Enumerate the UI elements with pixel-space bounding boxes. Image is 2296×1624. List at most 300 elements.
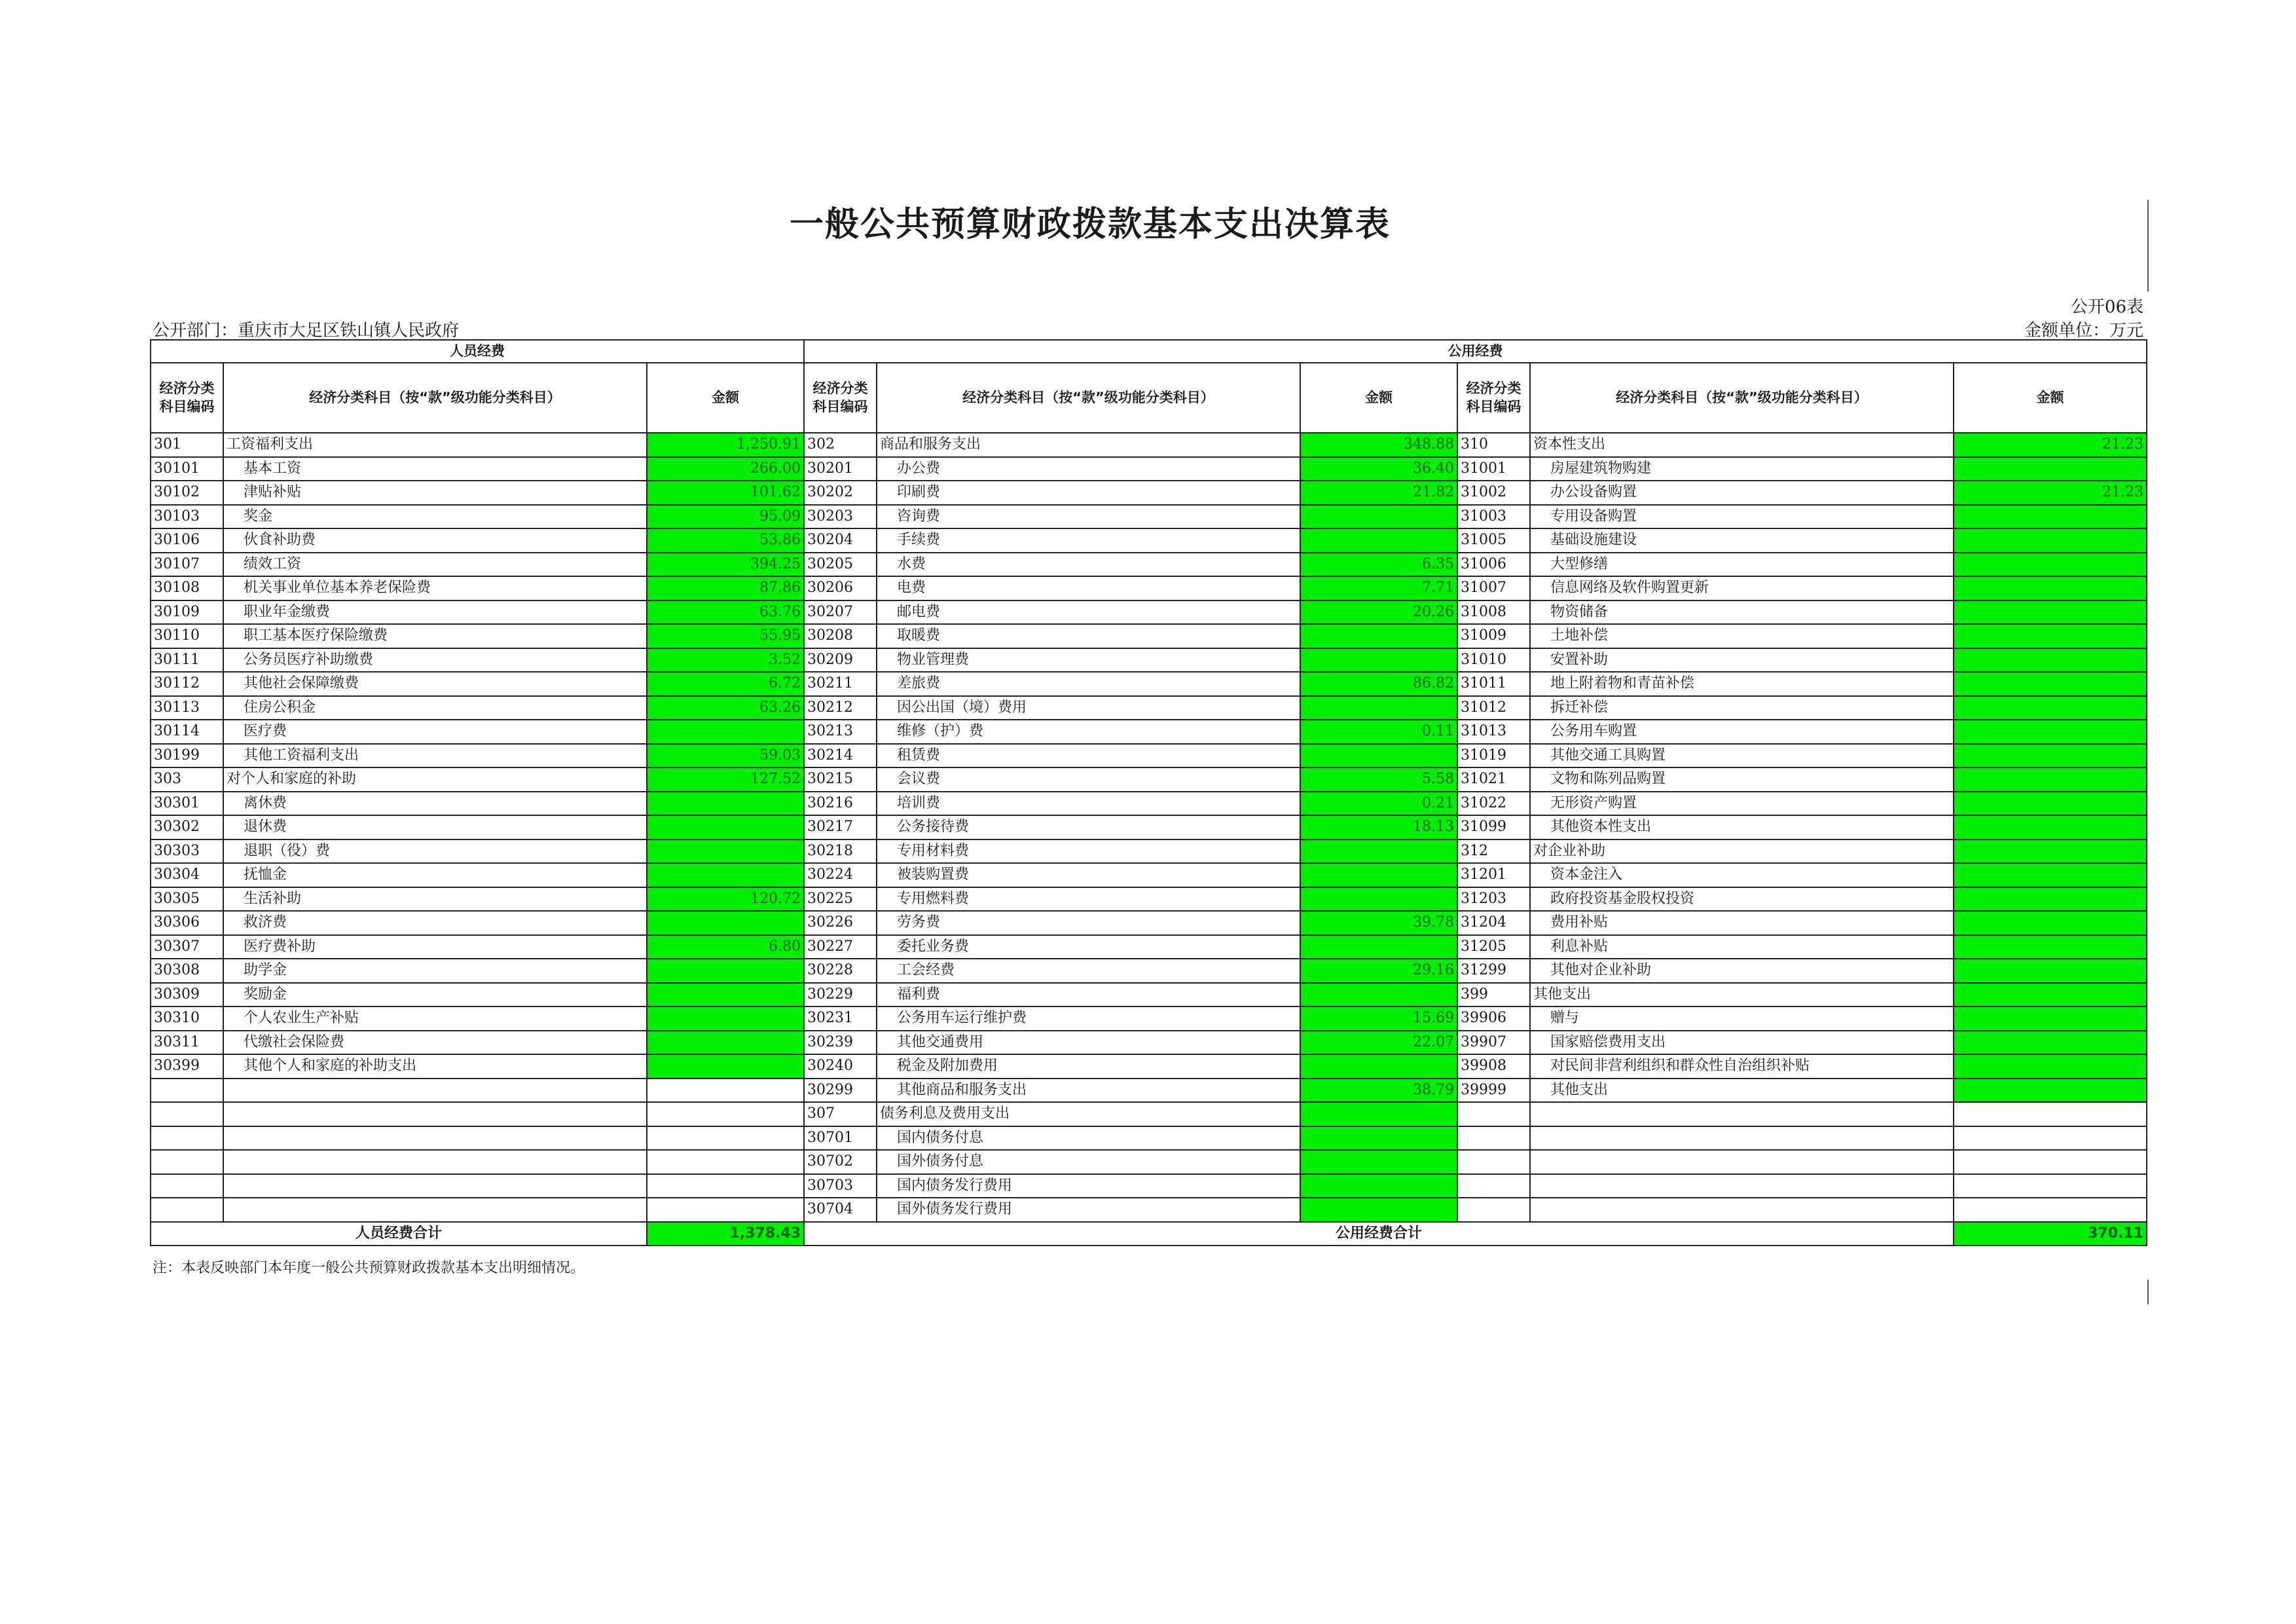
cell-code: 30113 [151, 696, 223, 720]
cell-name: 对民间非营利组织和群众性自治组织补贴 [1530, 1054, 1954, 1079]
cell-name: 公务用车运行维护费 [877, 1006, 1300, 1031]
cell-name: 差旅费 [877, 672, 1300, 696]
cell-name [223, 1198, 647, 1222]
cell-amount: 39.78 [1300, 911, 1457, 935]
cell-name: 物资储备 [1530, 600, 1954, 625]
cell-code [1457, 1150, 1530, 1174]
cell-amount [1954, 815, 2147, 840]
cell-code [1457, 1174, 1530, 1198]
cell-name: 奖金 [223, 505, 647, 529]
cell-code: 31205 [1457, 935, 1530, 959]
cell-name: 手续费 [877, 528, 1300, 553]
cell-name: 福利费 [877, 983, 1300, 1007]
cell-code [151, 1150, 223, 1174]
table-row [151, 1102, 2147, 1126]
table-row [151, 433, 2147, 457]
cell-code: 30239 [804, 1031, 877, 1055]
table-row [151, 457, 2147, 481]
total-personnel-value: 1,378.43 [647, 1222, 804, 1246]
cell-amount [1300, 1198, 1457, 1222]
cell-amount: 21.23 [1954, 481, 2147, 505]
cell-name: 大型修缮 [1530, 553, 1954, 577]
cell-code: 30701 [804, 1126, 877, 1151]
cell-amount [1954, 911, 2147, 935]
cell-code: 30229 [804, 983, 877, 1007]
cell-code [151, 1102, 223, 1126]
cell-name: 政府投资基金股权投资 [1530, 887, 1954, 912]
table-row [151, 553, 2147, 577]
cell-name: 其他对企业补助 [1530, 959, 1954, 983]
cell-amount [647, 1031, 804, 1055]
cell-code: 31204 [1457, 911, 1530, 935]
cell-amount [647, 815, 804, 840]
cell-name: 其他支出 [1530, 983, 1954, 1007]
cell-code: 30203 [804, 505, 877, 529]
cell-name: 职工基本医疗保险缴费 [223, 624, 647, 648]
footnote: 注：本表反映部门本年度一般公共预算财政拨款基本支出明细情况。 [153, 1260, 585, 1276]
cell-code: 30240 [804, 1054, 877, 1079]
cell-amount: 266.00 [647, 457, 804, 481]
cell-amount: 63.76 [647, 600, 804, 625]
total-personnel-label: 人员经费合计 [151, 1222, 647, 1246]
cell-amount: 20.26 [1300, 600, 1457, 625]
cell-code [1457, 1102, 1530, 1126]
expenditure-table [150, 339, 2147, 1246]
cell-name [223, 1079, 647, 1103]
cell-name: 住房公积金 [223, 696, 647, 720]
cell-amount [1954, 1054, 2147, 1079]
cell-code: 30309 [151, 983, 223, 1007]
cell-code: 31099 [1457, 815, 1530, 840]
cell-code: 30399 [151, 1054, 223, 1079]
table-row [151, 1198, 2147, 1222]
cell-code: 30199 [151, 744, 223, 768]
cell-code: 31201 [1457, 863, 1530, 887]
table-row [151, 1126, 2147, 1151]
header-amount: 金额 [1954, 363, 2147, 433]
cell-amount: 101.62 [647, 481, 804, 505]
page-edge-line-top [2147, 200, 2149, 291]
cell-amount [1954, 959, 2147, 983]
cell-name: 国内债务付息 [877, 1126, 1300, 1151]
cell-amount: 6.72 [647, 672, 804, 696]
cell-code: 30227 [804, 935, 877, 959]
table-row [151, 767, 2147, 792]
cell-amount: 6.35 [1300, 553, 1457, 577]
cell-code: 30311 [151, 1031, 223, 1055]
cell-name [1530, 1126, 1954, 1151]
cell-name: 退职（役）费 [223, 840, 647, 864]
cell-code: 30109 [151, 600, 223, 625]
cell-amount [1954, 1174, 2147, 1198]
cell-name: 利息补贴 [1530, 935, 1954, 959]
cell-code: 30111 [151, 648, 223, 673]
cell-name: 专用燃料费 [877, 887, 1300, 912]
cell-name: 助学金 [223, 959, 647, 983]
cell-code: 30107 [151, 553, 223, 577]
cell-code: 30305 [151, 887, 223, 912]
cell-amount: 22.07 [1300, 1031, 1457, 1055]
cell-amount [1954, 672, 2147, 696]
cell-amount [1954, 505, 2147, 529]
cell-amount [1954, 553, 2147, 577]
header-name: 经济分类科目（按“款”级功能分类科目） [223, 363, 647, 433]
cell-amount [1954, 792, 2147, 816]
cell-amount [1954, 1126, 2147, 1151]
cell-amount [1954, 720, 2147, 744]
cell-amount [1300, 935, 1457, 959]
cell-name: 离休费 [223, 792, 647, 816]
cell-name: 房屋建筑物购建 [1530, 457, 1954, 481]
cell-amount [1954, 1102, 2147, 1126]
cell-amount [1954, 887, 2147, 912]
cell-name: 公务用车购置 [1530, 720, 1954, 744]
cell-amount [1300, 696, 1457, 720]
cell-code: 39906 [1457, 1006, 1530, 1031]
cell-code [151, 1174, 223, 1198]
cell-amount [647, 983, 804, 1007]
cell-amount: 3.52 [647, 648, 804, 673]
cell-code: 30106 [151, 528, 223, 553]
header-amount: 金额 [1300, 363, 1457, 433]
header-code: 经济分类科目编码 [151, 363, 223, 433]
cell-name: 资本性支出 [1530, 433, 1954, 457]
table-row [151, 1174, 2147, 1198]
cell-code [1457, 1126, 1530, 1151]
cell-amount [1300, 505, 1457, 529]
cell-name: 生活补助 [223, 887, 647, 912]
cell-amount [1300, 863, 1457, 887]
cell-amount: 0.21 [1300, 792, 1457, 816]
cell-amount [647, 1102, 804, 1126]
cell-amount [647, 1079, 804, 1103]
total-public-value: 370.11 [1954, 1222, 2147, 1246]
cell-code: 30110 [151, 624, 223, 648]
cell-name: 邮电费 [877, 600, 1300, 625]
cell-amount [647, 1174, 804, 1198]
header-name: 经济分类科目（按“款”级功能分类科目） [877, 363, 1300, 433]
table-row [151, 696, 2147, 720]
cell-amount [1954, 600, 2147, 625]
cell-name: 土地补偿 [1530, 624, 1954, 648]
cell-code: 310 [1457, 433, 1530, 457]
cell-amount [1300, 744, 1457, 768]
header-code: 经济分类科目编码 [804, 363, 877, 433]
cell-name: 维修（护）费 [877, 720, 1300, 744]
cell-name: 赠与 [1530, 1006, 1954, 1031]
cell-code: 30307 [151, 935, 223, 959]
table-row [151, 1031, 2147, 1055]
cell-code: 30702 [804, 1150, 877, 1174]
department-label: 公开部门：重庆市大足区铁山镇人民政府 [153, 321, 460, 341]
cell-code: 30215 [804, 767, 877, 792]
cell-code: 30202 [804, 481, 877, 505]
cell-amount [1954, 767, 2147, 792]
cell-name: 其他工资福利支出 [223, 744, 647, 768]
cell-code: 30228 [804, 959, 877, 983]
cell-name: 职业年金缴费 [223, 600, 647, 625]
header-name: 经济分类科目（按“款”级功能分类科目） [1530, 363, 1954, 433]
table-row [151, 792, 2147, 816]
cell-code: 30225 [804, 887, 877, 912]
cell-name [223, 1102, 647, 1126]
cell-amount [1300, 1174, 1457, 1198]
cell-name: 机关事业单位基本养老保险费 [223, 576, 647, 600]
cell-amount [647, 1054, 804, 1079]
page-edge-line-bottom [2147, 1280, 2149, 1304]
cell-name [1530, 1174, 1954, 1198]
cell-name: 退休费 [223, 815, 647, 840]
cell-code: 30310 [151, 1006, 223, 1031]
cell-amount [1954, 1198, 2147, 1222]
cell-code: 30214 [804, 744, 877, 768]
cell-code [151, 1079, 223, 1103]
cell-name: 资本金注入 [1530, 863, 1954, 887]
table-row [151, 528, 2147, 553]
cell-name: 税金及附加费用 [877, 1054, 1300, 1079]
cell-code: 31006 [1457, 553, 1530, 577]
cell-name: 培训费 [877, 792, 1300, 816]
cell-name: 专用材料费 [877, 840, 1300, 864]
table-row [151, 648, 2147, 673]
cell-code: 30224 [804, 863, 877, 887]
cell-name: 委托业务费 [877, 935, 1300, 959]
cell-amount: 15.69 [1300, 1006, 1457, 1031]
cell-code: 31012 [1457, 696, 1530, 720]
cell-code: 31010 [1457, 648, 1530, 673]
cell-code: 31021 [1457, 767, 1530, 792]
cell-amount: 95.09 [647, 505, 804, 529]
cell-amount [647, 911, 804, 935]
cell-amount [647, 959, 804, 983]
cell-code: 302 [804, 433, 877, 457]
table-row [151, 911, 2147, 935]
cell-code: 30206 [804, 576, 877, 600]
cell-code: 31008 [1457, 600, 1530, 625]
cell-amount [647, 840, 804, 864]
cell-code: 399 [1457, 983, 1530, 1007]
cell-name: 国家赔偿费用支出 [1530, 1031, 1954, 1055]
cell-code: 30201 [804, 457, 877, 481]
cell-code: 30207 [804, 600, 877, 625]
cell-name: 文物和陈列品购置 [1530, 767, 1954, 792]
cell-code: 31019 [1457, 744, 1530, 768]
table-row [151, 576, 2147, 600]
cell-amount: 348.88 [1300, 433, 1457, 457]
cell-code: 31005 [1457, 528, 1530, 553]
cell-amount [1954, 648, 2147, 673]
cell-code: 31299 [1457, 959, 1530, 983]
cell-code: 31009 [1457, 624, 1530, 648]
cell-code: 31007 [1457, 576, 1530, 600]
cell-amount [1954, 1006, 2147, 1031]
cell-amount [1954, 696, 2147, 720]
cell-name: 电费 [877, 576, 1300, 600]
cell-name: 安置补助 [1530, 648, 1954, 673]
cell-amount: 86.82 [1300, 672, 1457, 696]
table-row [151, 959, 2147, 983]
cell-name: 其他交通工具购置 [1530, 744, 1954, 768]
cell-code: 30216 [804, 792, 877, 816]
table-row [151, 1006, 2147, 1031]
cell-amount: 38.79 [1300, 1079, 1457, 1103]
cell-amount: 29.16 [1300, 959, 1457, 983]
cell-name: 劳务费 [877, 911, 1300, 935]
cell-code [151, 1126, 223, 1151]
cell-name: 无形资产购置 [1530, 792, 1954, 816]
cell-code: 303 [151, 767, 223, 792]
table-row [151, 624, 2147, 648]
cell-name: 奖励金 [223, 983, 647, 1007]
cell-code: 30301 [151, 792, 223, 816]
cell-amount [647, 720, 804, 744]
cell-name: 其他支出 [1530, 1079, 1954, 1103]
cell-amount: 0.11 [1300, 720, 1457, 744]
cell-amount [1300, 624, 1457, 648]
cell-name: 办公设备购置 [1530, 481, 1954, 505]
cell-name: 工会经费 [877, 959, 1300, 983]
cell-name: 对企业补助 [1530, 840, 1954, 864]
table-row [151, 1054, 2147, 1079]
page-title: 一般公共预算财政拨款基本支出决算表 [789, 204, 1391, 244]
cell-code: 31001 [1457, 457, 1530, 481]
cell-name: 咨询费 [877, 505, 1300, 529]
cell-code: 31022 [1457, 792, 1530, 816]
table-row [151, 935, 2147, 959]
cell-amount [1300, 1102, 1457, 1126]
cell-amount [1954, 983, 2147, 1007]
cell-amount [1954, 457, 2147, 481]
cell-name: 信息网络及软件购置更新 [1530, 576, 1954, 600]
cell-amount [647, 792, 804, 816]
cell-name: 其他资本性支出 [1530, 815, 1954, 840]
cell-amount [1300, 1054, 1457, 1079]
table-row [151, 481, 2147, 505]
cell-name [1530, 1198, 1954, 1222]
cell-code: 30112 [151, 672, 223, 696]
cell-amount [647, 1198, 804, 1222]
cell-name: 其他商品和服务支出 [877, 1079, 1300, 1103]
cell-name: 其他个人和家庭的补助支出 [223, 1054, 647, 1079]
cell-name: 公务员医疗补助缴费 [223, 648, 647, 673]
cell-amount [647, 1150, 804, 1174]
table-row [151, 815, 2147, 840]
cell-name: 水费 [877, 553, 1300, 577]
cell-code: 30213 [804, 720, 877, 744]
cell-code: 30211 [804, 672, 877, 696]
cell-name: 医疗费 [223, 720, 647, 744]
cell-name: 取暖费 [877, 624, 1300, 648]
cell-amount: 21.82 [1300, 481, 1457, 505]
cell-code: 30114 [151, 720, 223, 744]
cell-code: 31002 [1457, 481, 1530, 505]
unit-label: 金额单位：万元 [2024, 321, 2143, 341]
cell-amount [1954, 576, 2147, 600]
cell-amount: 18.13 [1300, 815, 1457, 840]
cell-code: 30304 [151, 863, 223, 887]
cell-name: 个人农业生产补贴 [223, 1006, 647, 1031]
cell-amount: 53.86 [647, 528, 804, 553]
cell-code: 30218 [804, 840, 877, 864]
cell-amount [1300, 887, 1457, 912]
cell-name: 基本工资 [223, 457, 647, 481]
cell-name: 物业管理费 [877, 648, 1300, 673]
cell-code: 30308 [151, 959, 223, 983]
cell-name: 公务接待费 [877, 815, 1300, 840]
cell-code: 30704 [804, 1198, 877, 1222]
table-row [151, 1150, 2147, 1174]
cell-name [223, 1126, 647, 1151]
cell-amount: 36.40 [1300, 457, 1457, 481]
cell-amount [1954, 624, 2147, 648]
cell-name: 工资福利支出 [223, 433, 647, 457]
cell-code: 30103 [151, 505, 223, 529]
cell-name: 因公出国（境）费用 [877, 696, 1300, 720]
cell-name: 会议费 [877, 767, 1300, 792]
cell-amount [1300, 983, 1457, 1007]
cell-amount: 1,250.91 [647, 433, 804, 457]
cell-name: 债务利息及费用支出 [877, 1102, 1300, 1126]
cell-code: 30226 [804, 911, 877, 935]
cell-name: 基础设施建设 [1530, 528, 1954, 553]
cell-amount: 127.52 [647, 767, 804, 792]
cell-name: 国外债务付息 [877, 1150, 1300, 1174]
table-row [151, 840, 2147, 864]
cell-code: 30209 [804, 648, 877, 673]
cell-name: 伙食补助费 [223, 528, 647, 553]
cell-amount: 7.71 [1300, 576, 1457, 600]
cell-amount [1954, 528, 2147, 553]
cell-code: 31013 [1457, 720, 1530, 744]
cell-name: 医疗费补助 [223, 935, 647, 959]
cell-code: 30303 [151, 840, 223, 864]
cell-code: 30108 [151, 576, 223, 600]
cell-amount: 63.26 [647, 696, 804, 720]
cell-code: 30212 [804, 696, 877, 720]
table-row [151, 744, 2147, 768]
cell-name [1530, 1150, 1954, 1174]
table-row [151, 600, 2147, 625]
cell-code: 39908 [1457, 1054, 1530, 1079]
cell-amount [1954, 1079, 2147, 1103]
cell-amount [1300, 648, 1457, 673]
cell-name: 绩效工资 [223, 553, 647, 577]
cell-name: 地上附着物和青苗补偿 [1530, 672, 1954, 696]
cell-name: 对个人和家庭的补助 [223, 767, 647, 792]
table-row [151, 887, 2147, 912]
table-row [151, 505, 2147, 529]
cell-code: 30306 [151, 911, 223, 935]
cell-amount [1300, 1150, 1457, 1174]
cell-code: 30217 [804, 815, 877, 840]
cell-code: 312 [1457, 840, 1530, 864]
cell-name: 抚恤金 [223, 863, 647, 887]
cell-code [151, 1198, 223, 1222]
cell-amount [1300, 1126, 1457, 1151]
header-amount: 金额 [647, 363, 804, 433]
cell-code: 307 [804, 1102, 877, 1126]
cell-code: 31011 [1457, 672, 1530, 696]
table-row [151, 1079, 2147, 1103]
cell-amount: 59.03 [647, 744, 804, 768]
cell-code: 31203 [1457, 887, 1530, 912]
cell-name: 国外债务发行费用 [877, 1198, 1300, 1222]
cell-code: 30204 [804, 528, 877, 553]
header-code: 经济分类科目编码 [1457, 363, 1530, 433]
cell-name: 费用补贴 [1530, 911, 1954, 935]
cell-amount: 55.95 [647, 624, 804, 648]
table-row [151, 720, 2147, 744]
